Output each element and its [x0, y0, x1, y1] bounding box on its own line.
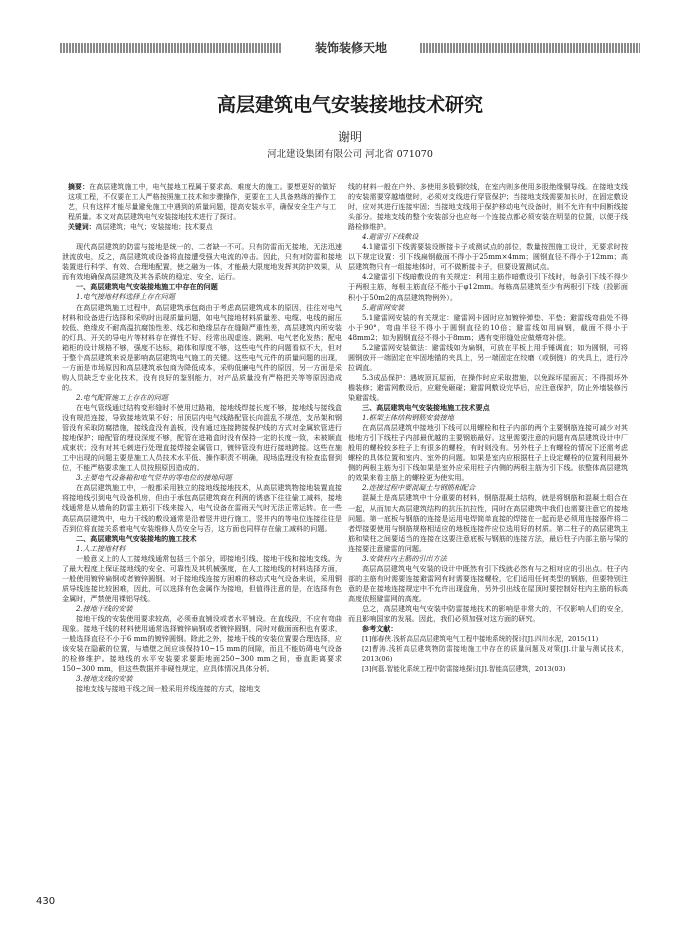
author-affiliation: 河北建设集团有限公司 河北省 071070: [267, 149, 433, 160]
section-heading: 三、高层建筑电气安装接地施工技术要点: [362, 403, 490, 413]
subsection-heading: 1.电气接地材料选择上存在问题: [76, 292, 175, 302]
header-rule-left: [60, 43, 282, 53]
section-heading: 二、高层建筑电气安装接地的施工技术: [76, 533, 197, 543]
article-title: 高层建筑电气安装接地技术研究: [216, 94, 483, 116]
page-number: 430: [36, 896, 56, 907]
paragraph: 一般意义上的人工接地线通常包括三个部分，即接地引线、接地干线和接地支线。为了最大程度上保证接地线的安全、可靠性及其机械强度，在人工接地线的材料选择方面，一般使用镀锌扁钢或者镀锌圆钢。对于接地线连接方困难的移动式电气设备来说，采用铜质导线连接比较困难，因此，可以选择有色金属作为接地，但值得注意的是，在选择有色金属时，严禁使用裸铝导线。: [62, 553, 342, 603]
left-column-body: [62, 242, 342, 694]
header-rule-right: [420, 43, 640, 53]
reference-item: [2]曹涛.浅析高层建筑物防雷接地施工中存在的质量问题及对策[J].计量与测试技术，2013(06): [362, 645, 628, 664]
left-column: [62, 182, 342, 872]
subsection-heading: 1.人工接地材料: [76, 543, 126, 553]
reference-item: [3]何磊.智能化系统工程中防雷接地探讨[J].智能高层建筑，2013(03): [362, 665, 566, 674]
subsection-heading: 3.接地支线的安装: [76, 674, 133, 684]
abstract: [62, 182, 342, 222]
keywords: [62, 222, 342, 232]
right-column: [348, 182, 628, 872]
paragraph: 线的材料一般在户外、多使用多股铜绞线，在室内则多使用多股绝缘铜导线。在接地支线的安装需要穿越墙壁时，必须对支线进行穿管保护；当接地支线需要加长时，在固定敷设时，应对其进行连接牢固；当接地支线用于保护移动电气设备时，则不允许有中间断线接头部分。接地支线的整个安装部分也应每一个连接点都必须安装在明显的位置，以便于线路检修维护。: [348, 182, 628, 232]
subsection-heading: 3.安装柱内主筋的引出方法: [362, 553, 447, 563]
paragraph: 高层高层建筑电气安装的设计中既然有引下线就必然有与之相对应的引出点。柱子内部的主筋有时需要连接避雷网有时需要连接螺栓，它们适用任何类型的钢筋，但要特别注意的是在接地连接规定中不允许出现盘角，另外引出线在屋顶时要控制好柱内主筋的标高高度依照避雷网的高度。: [348, 563, 628, 603]
section-label: 装饰装修天地: [314, 41, 387, 55]
abstract-text: 在高层建筑施工中，电气接地工程属于要求高、难度大的施工。要想更好的做好这项工程，不仅要在工人严格按照施工技术和步骤操作，更要在工人具备熟练的操作工艺，只有这样才能尽量避免施工中遇到的质量问题，提高安装水平，确保安全生产与工程质量。本文对高层建筑电气安装接地技术进行了探讨。: [68, 183, 336, 222]
section-heading: 参考文献：: [362, 624, 398, 634]
right-column-body: [348, 182, 628, 674]
section-heading: 一、高层建筑电气安装接地施工中存在的问题: [76, 282, 218, 292]
reference-item: [1]郁春侠.浅析高层高层建筑电气工程中接地系统的探讨[J].四川水泥，2015(11): [362, 635, 599, 644]
paragraph: 在高层建筑施工过程中，高层建筑承包商由于考虑高层建筑成本的原因，往往对电气材料和设备进行选择和采购时出现质量问题，如电气接地材料质量差、电缆、电线的耐压较低、绝缘皮不耐高温抗腐蚀性差、线芯和绝缘层存在缝隙严重性差，高层建筑内所安装的灯具、开关的导电片等材料存在弹性不好、经常出现虚连、跳闸、电气老化发热；配电箱柜的设计规格不够，强度不达标，箱体和厚度不够，这些电气件的问题看似不大，但对于整个高层建筑来说是影响高层建筑电气施工的关键。这些电气元件的质量问题的出现，一方面是市场原因和高层建筑承包商为降低成本，采购低廉电气件的原因，另一方面是采购人员缺乏专业化技术，没有良好的鉴别能力，对产品质量没有严格把关等等原因造成的。: [62, 302, 342, 392]
author-name: 谢明: [337, 130, 362, 144]
paragraph: 5.2避雷网安装做法：避雷线如为扁钢，可放在平板上用手锤调直；如为圆钢，可将圆钢放开一端固定在牢固地锚的夹具上，另一端固定在绞磨（或倒链）的夹具上，进行冷拉调直。: [348, 342, 628, 372]
subsection-heading: 1.框架主体结构钢筋安装接地: [362, 413, 454, 423]
paragraph: 混凝土是高层建筑中十分重要的材料，钢筋混凝土结构，就是将钢筋和混凝土组合在一起，从而加大高层建筑结构的抗压抗拉性，同时在高层建筑中我们也需要注意它的接地问题。第一底板与钢筋的连接是运用电焊简单直接的焊接在一起而是必须用连接器件将二者焊接要使用与钢筋规格相适应的地板连接件应位选用好的材质。第二柱子的高层建筑主筋和梁柱之间要适当的连接在这要注意底板与钢筋的连接方法，最后柱子内部主筋与梁的连接要注意避雷的问题。: [348, 493, 628, 553]
subsection-heading: 3.主要电气设备箱和电气竖井的等电位的接地问题: [76, 473, 232, 483]
paragraph: 在电气管线通过结构变形缝时不使用过路箱，接地线焊接长度不够，接地线与接线盒没有规范连接，导致接地效果不好；吊顶层内电气线路配管长向混乱不规范，支吊架和钢管没有采取防腐措施，接线盒没有盖板，没有通过连接跨接保护线的方式对金属软管进行接地保护；暗配管的埋设深度不够，配管在进箱盒时没有保持一定的长度一致，未被顺直成束状；没有对其毛刺进行处理直接焊接金属管口，镀锌管没有进行接地跨接。这些在施工中出现的问题主要是施工人员技术水平低、操作职责不明确，现场监理没有检查监督到位，不能严格要求施工人员按照原因造成的。: [62, 402, 342, 473]
paragraph: 4.2避雷引下线暗敷设的有关规定：利用主筋作暗敷设引下线时，每条引下线不得少于两根主筋，每根主筋直径不能小于φ12mm。每栋高层建筑至少有两根引下线（投影面积小于50m2的高层建筑物例外）。: [348, 272, 628, 302]
subsection-heading: 5.避雷网安装: [362, 302, 405, 312]
subsection-heading: 2.电气配管施工上存在的问题: [76, 392, 168, 402]
paragraph: 接地干线的安装使用要求较高，必须垂直铺设或者水平铺设。在直线段，不应有弯曲现象。接地干线的材料使用通常选择镀锌扁钢或者镀锌圆钢，同时对截面面积也有要求，一般选择直径不小于6 mm的镀锌圆钢。除此之外，接地干线的安装位置要合理选择，应该安装在隐蔽的位置，与墙壁之间应该保持10~15 mm的间隙，而且不能妨碍电气设备的检修维护。接地线的水平安装要求要距地面250~300 mm之间，垂直距离要求150~300 mm，但这些数据并非硬性规定，应具体情况具体分析。: [62, 613, 342, 674]
paragraph: 5.3成品保护：遇坡顶瓦屋面，在操作时应采取措施，以免踩坏屋面瓦；不得损坏外檐装修；避雷网敷设后，应避免砸碰；避雷网敷设完毕后，应注意保护，防止外墙装修污染避雷线。: [348, 372, 628, 402]
subsection-heading: 2.连接过程中要混凝土与钢筋相配合: [362, 483, 476, 493]
paragraph: 总之，高层建筑电气安装中防雷接地技术的影响是非常大的，不仅影响人们的安全，而且影响国家的发展。因此，我们必须加强对这方面的研究。: [348, 603, 628, 624]
keywords-text: 高层建筑；电气；安装接地；技术要点: [95, 223, 213, 232]
paragraph: 在高层高层建筑中接地引下线可以用螺栓和柱子内部的两个主要钢筋连接可减少对其他地方引下线柱子内部最优越的主要钢筋最好。这里需要注意的问题有高层建筑设计中厂般用的螺栓较多柱子上有很多的螺栓，有时则没有。另外柱子上有螺栓的情况下还需考虑螺栓的具体位置和室内、室外的问题。如果是室内应根据柱子上设定螺栓的位置利用最外侧的两根主筋为引下线如果是室外应采用柱子内侧的两根主筋为引下线。依整体高层建筑的效果来看主筋上的螺栓更为使实用。: [348, 423, 628, 483]
paragraph: 4.1避雷引下线需要装设断接卡子或测试点的部位，数量按图施工设计，无要求时按以下规定设置：引下线扁钢截面不得小于25mm×4mm；圆钢直径不得小于12mm；高层建筑物只有一组接地体时，可不做断接卡子，但要设置测试点。: [348, 242, 628, 272]
keywords-label: 关键词：: [68, 223, 96, 232]
paragraph: 接地支线与接地干线之间一般采用并线连接的方式，接地支: [76, 684, 261, 694]
paragraph: 5.1避雷网安装的有关规定：避雷网卡固时应加镀锌弹垫、平垫；避雷线弯曲处不得小于90°，弯曲半径不得小于圆钢直径的10倍；避雷线如用扁钢，截面不得小于48mm2；如为圆钢直径不得小于8mm；遇有变形缝处应做煨弯补偿。: [348, 312, 628, 342]
abstract-label: 摘要：: [68, 183, 90, 191]
subsection-heading: 2.接地干线的安装: [76, 603, 133, 613]
paragraph: 现代高层建筑的防雷与接地是统一的、二者缺一不可。只有防雷而无接地，无法迅速泄流放电，反之，高层建筑或设备将直接遭受强大电流的冲击。因此，只有对防雷和接地装置进行科学、有效、合理地配置，使之融为一体，才能最大限度地发挥其防护效果，从而有效地确保高层建筑及其各系统的稳定、安全、运行。: [62, 242, 342, 282]
subsection-heading: 4.避雷引下线敷设: [362, 232, 419, 242]
section-header: [60, 38, 640, 58]
paragraph: 在高层建筑施工中，一般都采用独立的接地线接地技术，从高层建筑物接地装置直接将接地线引到电气设备机房，但由于承包高层建筑商在利润的诱惑下往往偷工减料，接地线通常是从墙角的防雷主筋引下线来接入，电气设备在雷雨天气时无法正常运转。在一些高层高层建筑中，电力干线的敷设通常是沿着竖井进行施工，竖井内的等电位连接往往是否到位将直接关系着电气安装维修人员安全与否，这方面也同样存在偷工减料的问题。: [62, 483, 342, 533]
